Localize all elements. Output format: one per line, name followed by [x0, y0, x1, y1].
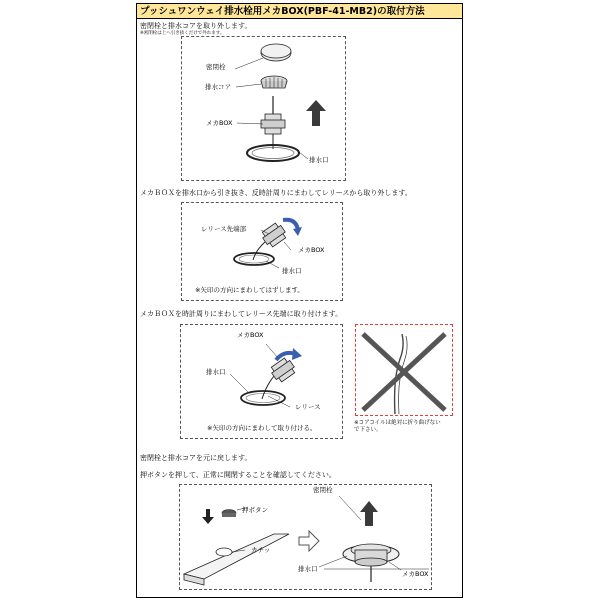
step2-note: ※矢印の方向にまわしてはずします。 [195, 286, 304, 294]
step4-text: 密閉栓と排水コアを元に戻します。 [140, 454, 252, 462]
step5-illustration [179, 484, 432, 590]
warning-text: ※コアコイルは絶対に折り曲げない で下さい。 [354, 420, 441, 434]
step1-label-drain: 排水口 [309, 156, 329, 164]
step5-text: 押ボタンを押して、正常に開閉することを確認してください。 [140, 471, 336, 479]
warning-illustration [355, 324, 453, 416]
step1-label-box: メカBOX [206, 119, 233, 127]
step5-label-click: カチッ [251, 546, 271, 554]
step1-label-plug: 密閉栓 [206, 63, 226, 71]
step3-note: ※矢印の方向にまわして取り付ける。 [207, 424, 317, 432]
step1-text: 密閉栓と排水コアを取り外します。 [140, 22, 252, 30]
step5-label-drain: 排水口 [298, 565, 318, 573]
step2-label-tip: レリース先端部 [201, 225, 247, 233]
step3-label-drain: 排水口 [206, 368, 226, 376]
step5-label-button: 押ボタン [242, 506, 268, 514]
step2-text: メカＢＯＸを排水口から引き抜き、反時計周りにまわしてレリースから取り外します。 [140, 189, 412, 197]
step1-label-core: 排水コア [205, 83, 231, 91]
step2-label-box: メカBOX [298, 246, 325, 254]
page-title: プッシュワンウェイ排水栓用メカBOX(PBF-41-MB2)の取付方法 [137, 4, 462, 19]
step3-label-release: レリース [295, 403, 321, 411]
step5-label-plug: 密閉栓 [313, 486, 333, 494]
step2-label-drain: 排水口 [282, 267, 302, 275]
step3-text: メカＢＯＸを時計周りにまわしてレリース先端に取り付けます。 [140, 310, 343, 318]
step3-illustration [180, 324, 343, 439]
step1-note: ※密閉栓は上へ引き抜くだけで外れます。 [140, 31, 225, 36]
step5-label-box: メカBOX [402, 570, 429, 578]
step3-label-box: メカBOX [237, 331, 264, 339]
